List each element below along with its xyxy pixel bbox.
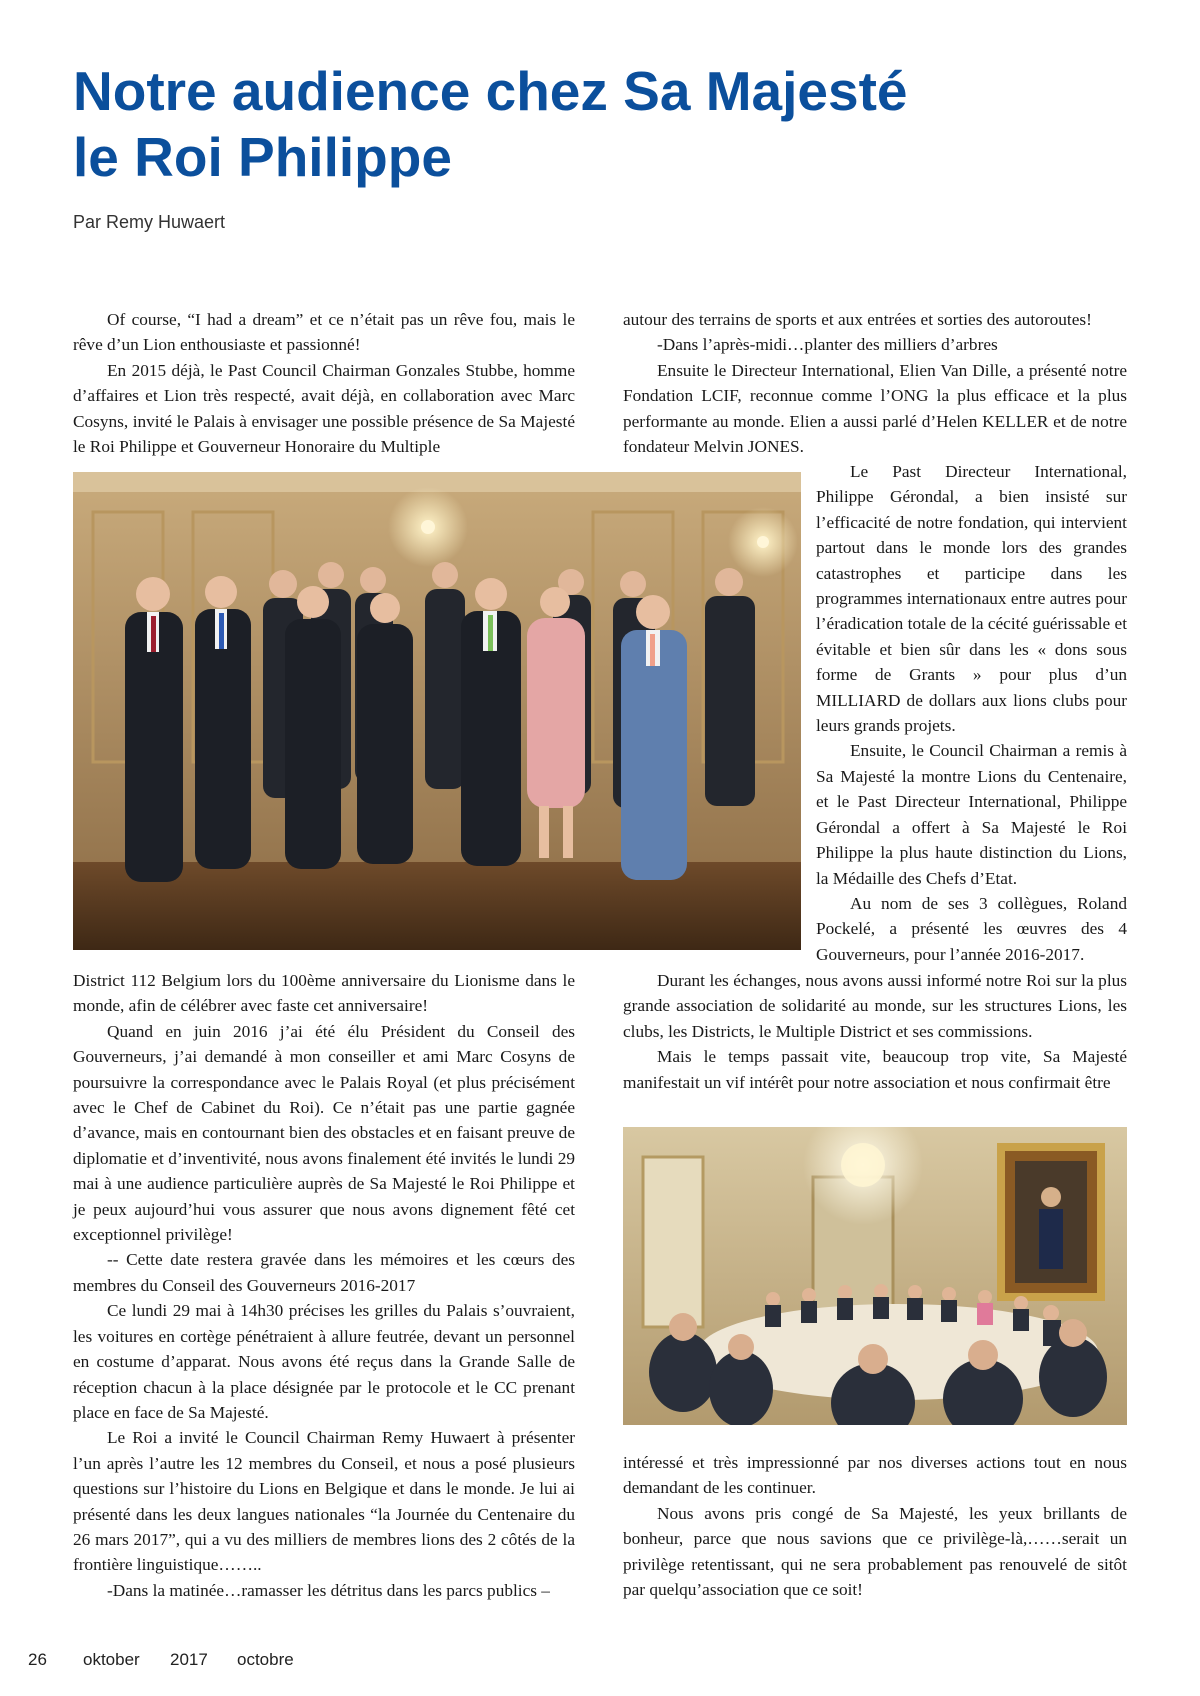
byline: Par Remy Huwaert <box>73 212 226 232</box>
left-column-bottom-text <box>73 968 575 1603</box>
paragraph: -- Cette date restera gravée dans les mémoires et les cœurs des membres du Conseil des Gouverneurs 2016-2017 <box>73 1250 575 1295</box>
group-photo-illustration <box>73 472 801 950</box>
paragraph: Of course, “I had a dream” et ce n’était pas un rêve fou, mais le rêve d’un Lion enthousiaste et passionné! <box>73 310 575 355</box>
paragraph: Nous avons pris congé de Sa Majesté, les yeux brillants de bonheur, parce que nous savions que ce privilège-là,……serait un privilège retentissant, qui ne sera probablement pas renouvelé de sitôt par quelqu’association que ce soit! <box>623 1503 1127 1600</box>
right-column-narrow-text <box>816 459 1127 967</box>
right-column-bottom-text <box>623 1450 1127 1602</box>
paragraph: -Dans l’après-midi…planter des milliers d’arbres <box>657 335 998 355</box>
paragraph: District 112 Belgium lors du 100ème anniversaire du Lionisme dans le monde, afin de célébrer avec faste cet anniversaire! <box>73 971 575 1016</box>
meeting-photo-illustration <box>623 1127 1127 1425</box>
paragraph: autour des terrains de sports et aux entrées et sorties des autoroutes! <box>623 310 1092 329</box>
right-column-top-text <box>623 307 1127 459</box>
group-photo <box>73 472 801 950</box>
meeting-photo <box>623 1127 1127 1425</box>
paragraph: Le Past Directeur International, Philippe Gérondal, a bien insisté sur l’efficacité de notre fondation, qui intervient partout dans le monde lors des grandes catastrophes et participe dans les programmes internationaux entre autres pour l’éradication totale de la cécité guérissable et évitable et bien sûr dans les « dons sous forme de Grants » pour plus d’un MILLIARD de dollars aux lions clubs pour leurs grands projets. <box>816 462 1127 736</box>
article-title <box>73 58 1073 190</box>
footer-year: 2017 <box>170 1650 208 1669</box>
page-number: 26 <box>28 1650 47 1669</box>
paragraph: Quand en juin 2016 j’ai été élu Président du Conseil des Gouverneurs, j’ai demandé à mon conseiller et ami Marc Cosyns de poursuivre la correspondance avec le Palais Royal (et plus précisément avec le Chef de Cabinet du Roi). Ce n’était pas une partie gagnée d’avance, mais en contournant bien des obstacles et en faisant preuve de diplomatie et d’inventivité, nous avons finalement été invités le lundi 29 mai à une audience particulière auprès de Sa Majesté le Roi Philippe et je peux aujourd’hui vous assurer que nous avons dignement fêté cet exceptionnel privilège! <box>73 1021 575 1245</box>
footer-month-nl: oktober <box>83 1650 140 1669</box>
left-column-top-text <box>73 307 575 459</box>
paragraph: En 2015 déjà, le Past Council Chairman Gonzales Stubbe, homme d’affaires et Lion très respecté, avait déjà, en collaboration avec Marc Cosyns, invité le Palais à envisager une possible présence de Sa Majesté le Roi Philippe et Gouverneur Honoraire du Multiple <box>73 360 575 457</box>
paragraph: Le Roi a invité le Council Chairman Remy Huwaert à présenter l’un après l’autre les 12 membres du Conseil, et nous a posé plusieurs questions sur l’histoire du Lions en Belgique et dans le monde. Je lui ai présenté dans les deux langues nationales “la Journée du Centenaire du 26 mars 2017”, qui a vu des milliers de membres lions des 2 côtés de la frontière linguistique…….. <box>73 1428 575 1575</box>
paragraph: Durant les échanges, nous avons aussi informé notre Roi sur la plus grande association de solidarité au monde, sur les structures Lions, les clubs, les Districts, le Multiple District et ses commissions. <box>623 971 1127 1041</box>
paragraph: Mais le temps passait vite, beaucoup trop vite, Sa Majesté manifestait un vif intérêt pour notre association et nous confirmait être <box>623 1047 1127 1092</box>
paragraph: Au nom de ses 3 collègues, Roland Pockelé, a présenté les œuvres des 4 Gouverneurs, pour l’année 2016-2017. <box>816 893 1127 964</box>
footer-month-fr: octobre <box>237 1650 294 1669</box>
title-line-1: Notre audience chez Sa Majesté <box>73 60 908 122</box>
paragraph: Ensuite le Directeur International, Elien Van Dille, a présenté notre Fondation LCIF, reconnue comme l’ONG la plus efficace et la plus performante au monde. Elien a aussi parlé d’Helen KELLER et de notre fondateur Melvin JONES. <box>623 360 1127 457</box>
paragraph: Ce lundi 29 mai à 14h30 précises les grilles du Palais s’ouvraient, les voitures en cortège pénétraient à allure feutrée, devant un personnel en costume d’apparat. Nous avons été reçus dans la Grande Salle de réception chacun à la place désignée par le protocole et le CC prenant place en face de Sa Majesté. <box>73 1301 575 1422</box>
right-column-middle-text <box>623 968 1127 1095</box>
paragraph: -Dans la matinée…ramasser les détritus dans les parcs publics – <box>107 1580 550 1600</box>
title-line-2: le Roi Philippe <box>73 126 452 188</box>
paragraph: intéressé et très impressionné par nos diverses actions tout en nous demandant de les continuer. <box>623 1453 1127 1498</box>
paragraph: Ensuite, le Council Chairman a remis à Sa Majesté la montre Lions du Centenaire, et le Past Directeur International, Philippe Gérondal a offert à Sa Majesté le Roi Philippe la plus haute distinction du Lions, la Médaille des Chefs d’Etat. <box>816 741 1127 888</box>
